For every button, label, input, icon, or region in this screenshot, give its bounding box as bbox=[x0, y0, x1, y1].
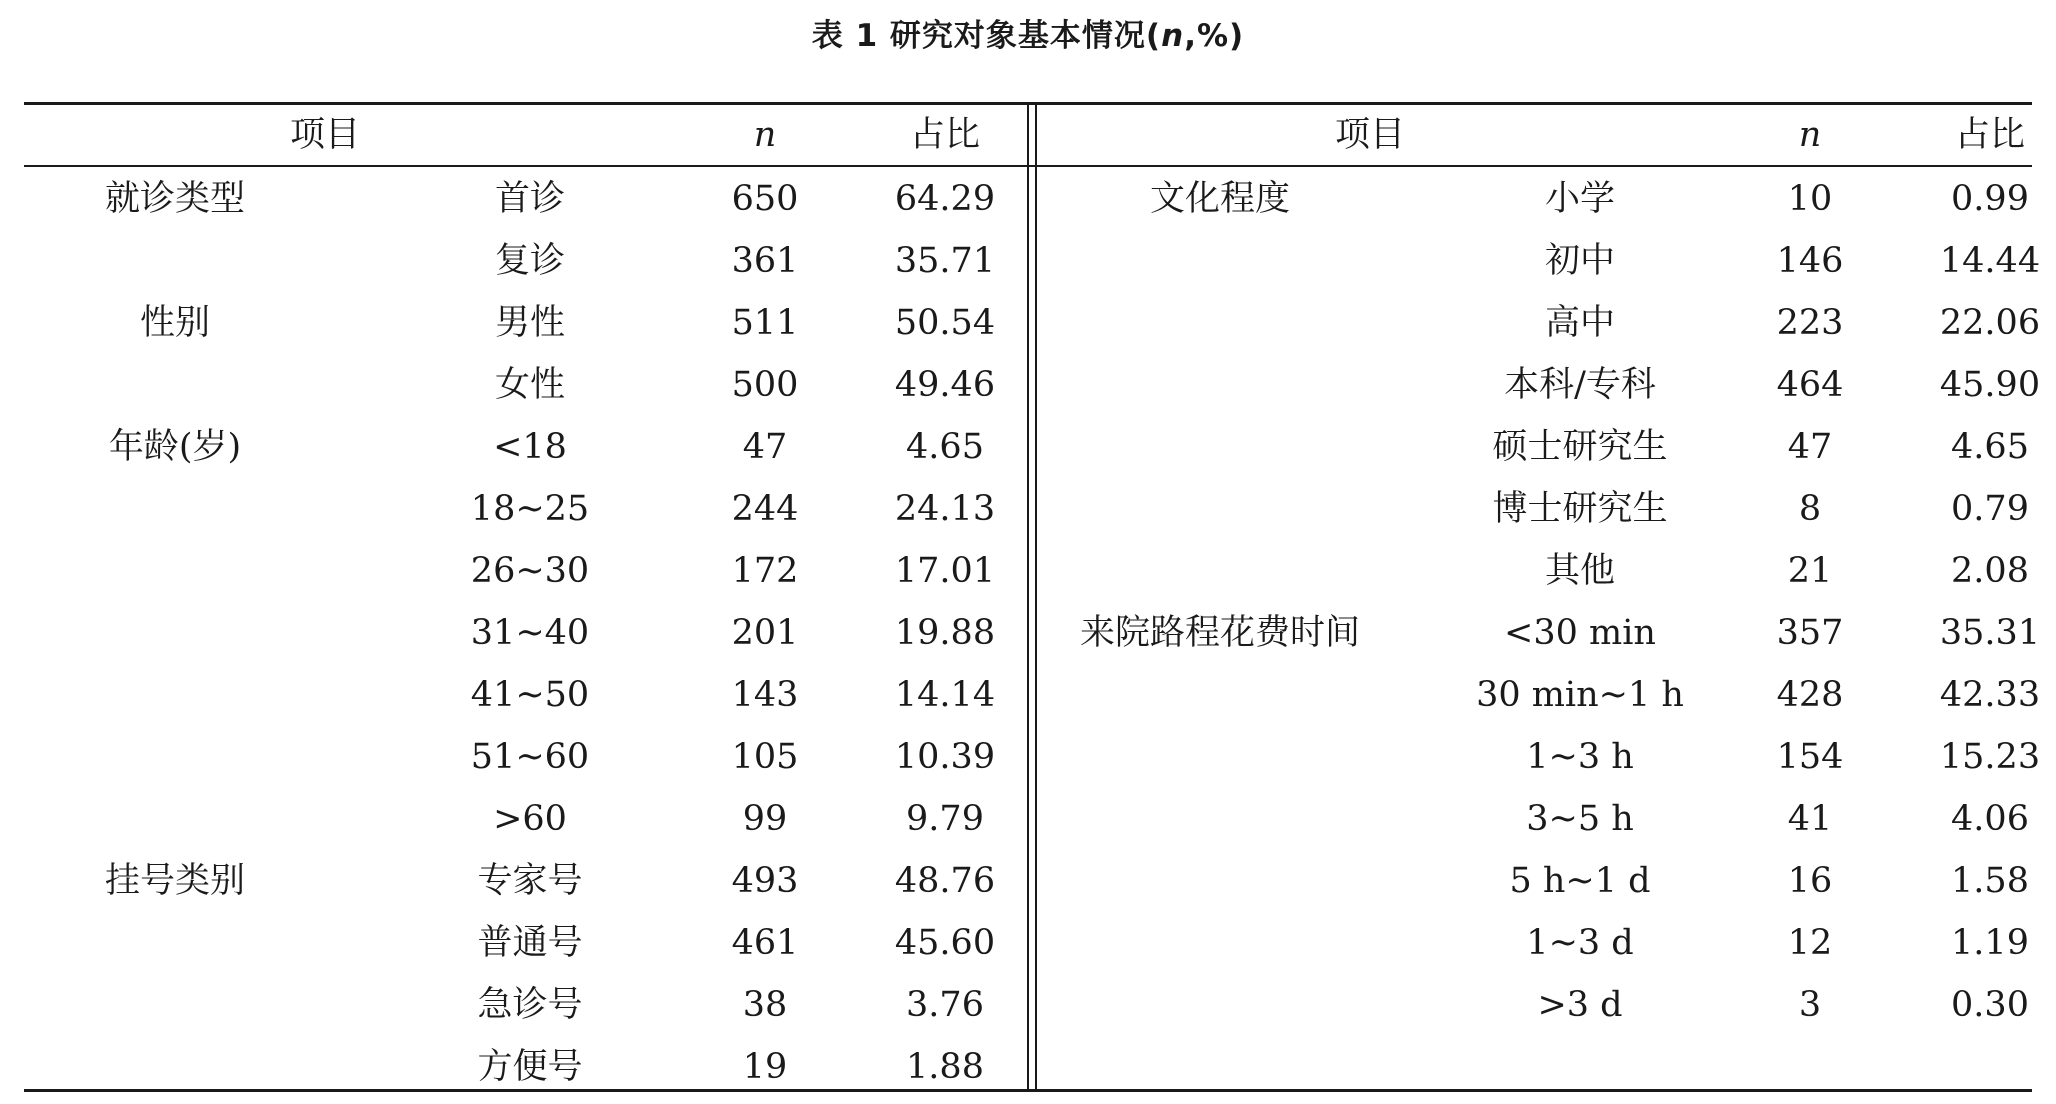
right-cell-sub: 初中 bbox=[1544, 241, 1615, 281]
left-cell-n: 201 bbox=[731, 613, 799, 653]
left-cell-pct: 35.71 bbox=[894, 241, 996, 281]
left-cell-n: 461 bbox=[731, 923, 799, 963]
left-cell-n: 99 bbox=[742, 799, 788, 839]
left-cell-sub: 方便号 bbox=[477, 1047, 583, 1087]
table-title-suffix: ,%) bbox=[1184, 18, 1245, 54]
right-cell-pct: 14.44 bbox=[1939, 241, 2041, 281]
right-cell-pct: 4.06 bbox=[1951, 799, 2029, 839]
right-cell-n: 357 bbox=[1776, 613, 1844, 653]
right-cell-n: 464 bbox=[1776, 365, 1844, 405]
right-cell-pct: 22.06 bbox=[1939, 303, 2041, 343]
left-cell-n: 500 bbox=[731, 365, 799, 405]
table-title-n: n bbox=[1161, 18, 1185, 54]
left-cell-n: 244 bbox=[731, 489, 799, 529]
right-cell-sub: 1~3 d bbox=[1526, 923, 1634, 963]
header-pct-right: 占比 bbox=[1954, 115, 2025, 155]
left-cell-n: 511 bbox=[731, 303, 799, 343]
header-n-right: n bbox=[1798, 115, 1822, 155]
right-cell-sub: 30 min~1 h bbox=[1476, 675, 1684, 715]
right-cell-sub: <30 min bbox=[1504, 613, 1656, 653]
table-title bbox=[0, 10, 2056, 62]
right-cell-n: 146 bbox=[1776, 241, 1844, 281]
left-cell-pct: 48.76 bbox=[894, 861, 996, 901]
right-cell-cat bbox=[1060, 788, 1380, 850]
left-cell-pct: 45.60 bbox=[894, 923, 996, 963]
right-cell-pct: 4.65 bbox=[1951, 427, 2029, 467]
left-cell-sub: <18 bbox=[493, 427, 567, 467]
right-cell-sub: 其他 bbox=[1544, 551, 1615, 591]
left-cell-sub: >60 bbox=[493, 799, 567, 839]
right-cell-sub: 硕士研究生 bbox=[1492, 427, 1668, 467]
left-cell-pct: 1.88 bbox=[906, 1047, 984, 1087]
right-cell-sub: 本科/专科 bbox=[1504, 365, 1656, 405]
left-cell-sub: 51~60 bbox=[470, 737, 590, 777]
right-cell-pct: 0.79 bbox=[1951, 489, 2029, 529]
right-cell-n: 21 bbox=[1787, 551, 1833, 591]
left-cell-n: 38 bbox=[742, 985, 788, 1025]
left-cell-cat bbox=[70, 230, 280, 292]
right-cell-pct: 2.08 bbox=[1951, 551, 2029, 591]
right-cell-pct: 35.31 bbox=[1939, 613, 2041, 653]
right-cell-cat bbox=[1060, 850, 1380, 912]
right-cell-pct: 45.90 bbox=[1939, 365, 2041, 405]
right-cell-n: 3 bbox=[1798, 985, 1822, 1025]
right-cell-cat bbox=[1060, 974, 1380, 1036]
table-title-prefix: 表 1 研究对象基本情况( bbox=[811, 18, 1162, 54]
left-cell-pct: 50.54 bbox=[894, 303, 996, 343]
right-cell-cat bbox=[1060, 292, 1380, 354]
left-cell-n: 172 bbox=[731, 551, 799, 591]
left-cell-n: 493 bbox=[731, 861, 799, 901]
left-cell-pct: 14.14 bbox=[894, 675, 996, 715]
right-cell-cat bbox=[1060, 726, 1380, 788]
left-cell-pct: 19.88 bbox=[894, 613, 996, 653]
left-cell-sub: 急诊号 bbox=[477, 985, 583, 1025]
left-cell-pct: 49.46 bbox=[894, 365, 996, 405]
right-cell-sub: 1~3 h bbox=[1526, 737, 1634, 777]
right-cell-cat bbox=[1060, 478, 1380, 540]
left-cell-sub: 41~50 bbox=[470, 675, 590, 715]
left-cell-pct: 17.01 bbox=[894, 551, 996, 591]
header-item-right: 项目 bbox=[1334, 115, 1405, 155]
left-cell-sub: 普通号 bbox=[477, 923, 583, 963]
right-cell-n: 154 bbox=[1776, 737, 1844, 777]
left-cell-cat: 年龄(岁) bbox=[108, 427, 242, 467]
left-cell-sub: 男性 bbox=[494, 303, 565, 343]
left-cell-n: 361 bbox=[731, 241, 799, 281]
left-cell-cat bbox=[70, 726, 280, 788]
left-cell-n: 650 bbox=[731, 179, 799, 219]
right-cell-n: 10 bbox=[1787, 179, 1833, 219]
right-cell-cat bbox=[1060, 354, 1380, 416]
header-pct-left: 占比 bbox=[909, 115, 980, 155]
left-cell-pct: 3.76 bbox=[906, 985, 984, 1025]
right-cell-cat bbox=[1060, 416, 1380, 478]
left-cell-sub: 18~25 bbox=[470, 489, 590, 529]
right-cell-sub: >3 d bbox=[1537, 985, 1623, 1025]
left-cell-cat: 性别 bbox=[139, 303, 210, 343]
left-cell-cat bbox=[70, 664, 280, 726]
right-cell-n: 12 bbox=[1787, 923, 1833, 963]
left-cell-cat: 就诊类型 bbox=[104, 179, 245, 219]
right-cell-sub: 高中 bbox=[1544, 303, 1615, 343]
right-cell-pct: 15.23 bbox=[1939, 737, 2041, 777]
right-cell-cat bbox=[1060, 230, 1380, 292]
left-cell-pct: 9.79 bbox=[906, 799, 984, 839]
left-cell-cat bbox=[70, 974, 280, 1036]
left-cell-sub: 女性 bbox=[494, 365, 565, 405]
left-cell-sub: 26~30 bbox=[470, 551, 590, 591]
right-cell-sub: 小学 bbox=[1544, 179, 1615, 219]
left-cell-n: 19 bbox=[742, 1047, 788, 1087]
right-cell-n: 223 bbox=[1776, 303, 1844, 343]
right-cell-cat bbox=[1060, 912, 1380, 974]
right-cell-sub: 5 h~1 d bbox=[1509, 861, 1651, 901]
left-cell-sub: 专家号 bbox=[477, 861, 583, 901]
right-cell-cat bbox=[1060, 664, 1380, 726]
left-cell-cat bbox=[70, 912, 280, 974]
right-cell-n: 8 bbox=[1798, 489, 1822, 529]
left-cell-pct: 10.39 bbox=[894, 737, 996, 777]
right-cell-cat bbox=[1060, 540, 1380, 602]
right-cell-n: 428 bbox=[1776, 675, 1844, 715]
left-cell-sub: 首诊 bbox=[494, 179, 565, 219]
right-cell-sub: 博士研究生 bbox=[1492, 489, 1668, 529]
right-cell-n: 16 bbox=[1787, 861, 1833, 901]
right-cell-n: 41 bbox=[1787, 799, 1833, 839]
right-cell-cat: 文化程度 bbox=[1149, 179, 1290, 219]
left-cell-cat bbox=[70, 478, 280, 540]
left-cell-sub: 复诊 bbox=[494, 241, 565, 281]
left-cell-pct: 64.29 bbox=[894, 179, 996, 219]
left-cell-cat bbox=[70, 540, 280, 602]
right-cell-pct: 0.99 bbox=[1951, 179, 2029, 219]
right-cell-pct: 1.58 bbox=[1951, 861, 2029, 901]
header-n-left: n bbox=[753, 115, 777, 155]
right-cell-cat: 来院路程花费时间 bbox=[1079, 613, 1360, 653]
left-cell-n: 47 bbox=[742, 427, 788, 467]
left-cell-n: 143 bbox=[731, 675, 799, 715]
header-item-left: 项目 bbox=[289, 115, 360, 155]
column-divider-right-line bbox=[1035, 104, 1037, 1090]
left-cell-cat bbox=[70, 602, 280, 664]
left-cell-sub: 31~40 bbox=[470, 613, 590, 653]
right-cell-pct: 0.30 bbox=[1951, 985, 2029, 1025]
right-cell-n: 47 bbox=[1787, 427, 1833, 467]
left-cell-pct: 24.13 bbox=[894, 489, 996, 529]
right-cell-pct: 42.33 bbox=[1939, 675, 2041, 715]
left-cell-n: 105 bbox=[731, 737, 799, 777]
left-cell-cat bbox=[70, 788, 280, 850]
right-cell-pct: 1.19 bbox=[1951, 923, 2029, 963]
left-cell-cat bbox=[70, 1036, 280, 1098]
left-cell-cat: 挂号类别 bbox=[104, 861, 245, 901]
left-cell-cat bbox=[70, 354, 280, 416]
column-divider-left-line bbox=[1027, 104, 1029, 1090]
right-cell-sub: 3~5 h bbox=[1526, 799, 1634, 839]
left-cell-pct: 4.65 bbox=[906, 427, 984, 467]
